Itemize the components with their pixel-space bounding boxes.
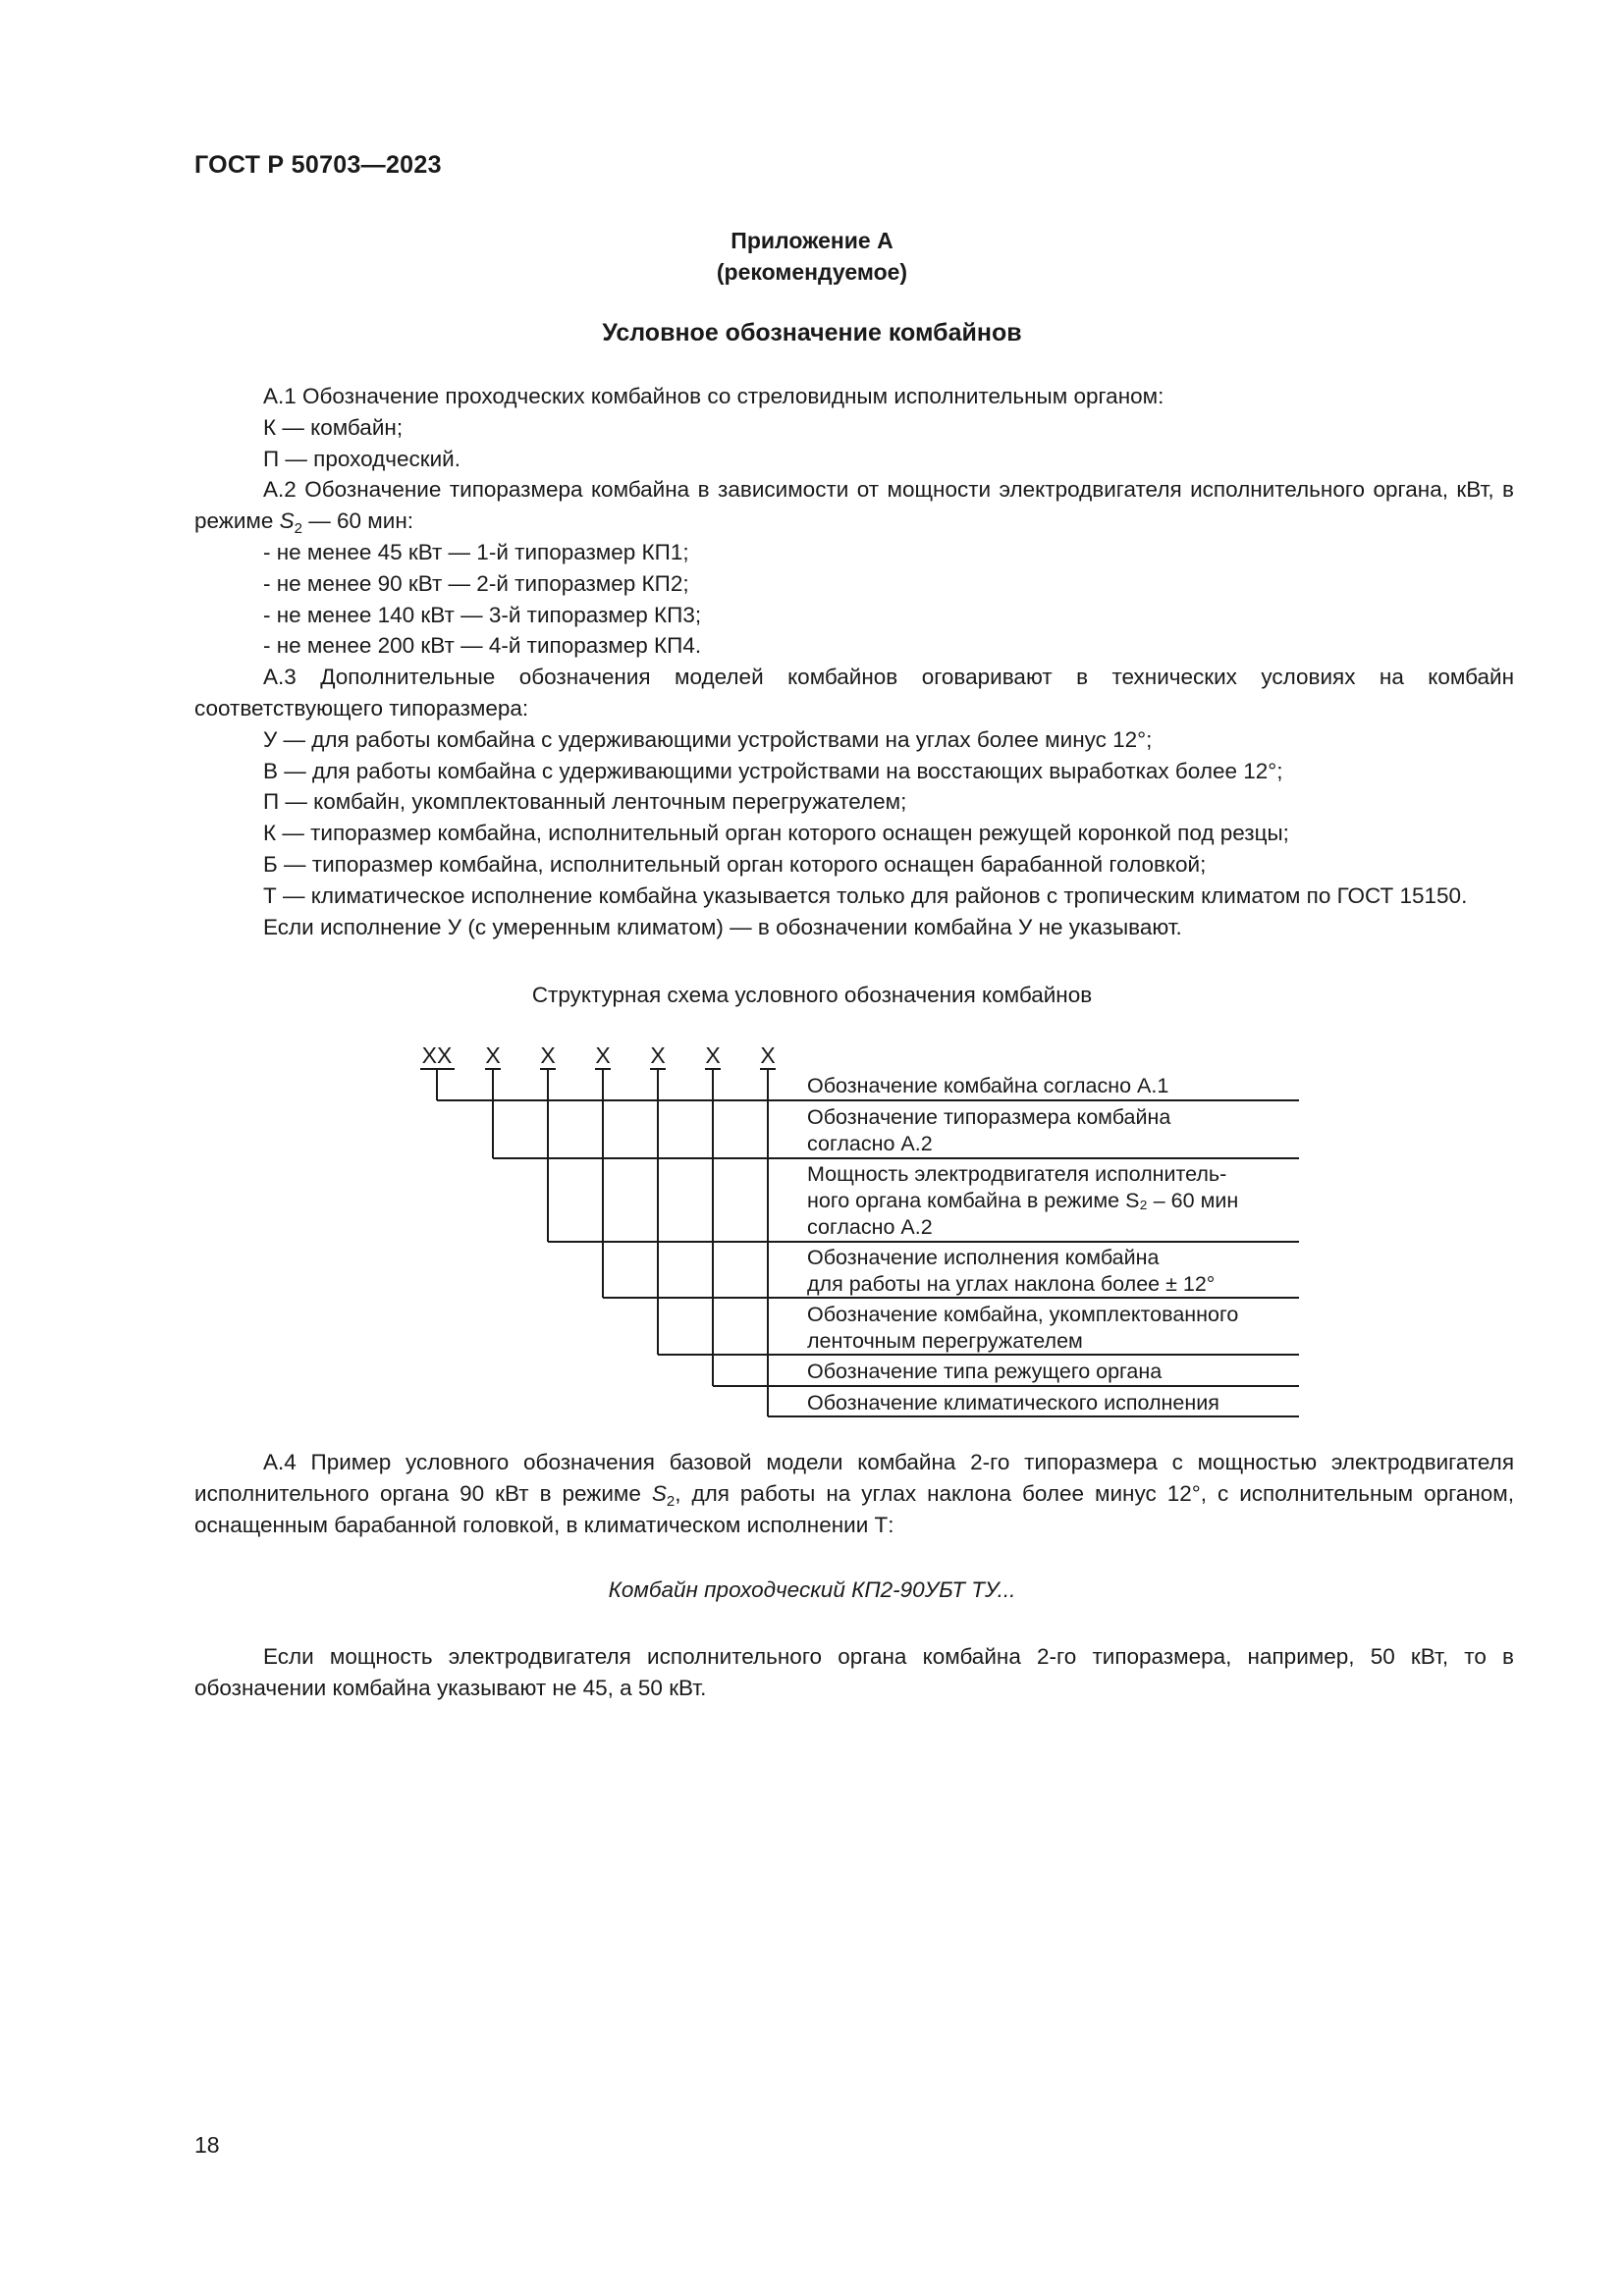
a3-note: Если исполнение У (с умеренным климатом) — в обозначении комбайна У не указывают.	[263, 914, 1182, 939]
diagram-symbol: X	[650, 1042, 666, 1068]
a2-item: - не менее 140 кВт — 3-й типоразмер КП3;	[263, 602, 702, 627]
a2-item: - не менее 90 кВт — 2-й типоразмер КП2;	[263, 570, 689, 596]
a2-text-pre: А.2 Обозначение типоразмера комбайна в зависимости от мощности электродвигателя исполнительного органа, кВт, в режиме	[194, 477, 1514, 534]
a2-item: - не менее 200 кВт — 4-й типоразмер КП4.	[263, 633, 702, 659]
diagram-symbol: X	[705, 1042, 721, 1068]
diagram-label: Обозначение комбайна согласно А.1	[807, 1074, 1169, 1097]
diagram-label: Обозначение типа режущего органа	[807, 1360, 1163, 1383]
diagram-label: согласно А.2	[807, 1215, 933, 1239]
diagram-label: Обозначение комбайна, укомплектованного	[807, 1303, 1239, 1326]
a3-item: П — комбайн, укомплектованный ленточным перегружателем;	[263, 789, 907, 815]
diagram-symbol: X	[485, 1042, 501, 1068]
diagram-symbol: XX	[421, 1042, 453, 1068]
a4-text-pre: А.4 Пример условного обозначения базовой модели комбайна 2-го типоразмера с мощностью электродвигателя исполнительного органа 90 кВт в режиме	[194, 1450, 1514, 1506]
page-number: 18	[194, 2132, 220, 2158]
a2-subscript: 2	[294, 520, 302, 538]
a3-item: У — для работы комбайна с удерживающими устройствами на углах более минус 12°;	[263, 726, 1153, 752]
paragraph-final	[194, 1641, 1514, 1704]
diagram-symbol: X	[595, 1042, 611, 1068]
a2-symbol-s: S	[279, 508, 295, 534]
appendix-status: (рекомендуемое)	[716, 259, 908, 285]
a2-text-post: — 60 мин:	[302, 508, 413, 534]
a4-text-post: , для работы на углах наклона более минус 12°, с исполнительным органом, оснащенным барабанной головкой, в климатическом исполнении Т:	[194, 1480, 1514, 1537]
paragraph-a4	[194, 1447, 1514, 1540]
paragraph-a3: А.3 Дополнительные обозначения моделей комбайнов оговаривают в технических условиях на комбайн соответствующего типоразмера:	[194, 665, 1514, 721]
a3-item: К — типоразмер комбайна, исполнительный орган которого оснащен режущей коронкой под резцы;	[263, 821, 1289, 846]
final-text: Если мощность электродвигателя исполнительного органа комбайна 2-го типоразмера, например, 50 кВт, то в обозначении комбайна указывают не 45, а 50 кВт.	[194, 1644, 1514, 1700]
diagram-label: Мощность электродвигателя исполнитель-	[807, 1162, 1227, 1186]
document-header: ГОСТ Р 50703—2023	[194, 151, 442, 179]
paragraph-a1: А.1 Обозначение проходческих комбайнов со стреловидным исполнительным органом:	[263, 384, 1164, 408]
a1-item-k: К — комбайн;	[263, 414, 404, 440]
appendix-label: Приложение А	[731, 228, 893, 253]
a4-symbol-s: S	[651, 1480, 667, 1506]
diagram-symbol: X	[760, 1042, 776, 1068]
a4-subscript: 2	[666, 1492, 676, 1510]
diagram-label: Обозначение исполнения комбайна	[807, 1246, 1160, 1269]
a3-item: Б — типоразмер комбайна, исполнительный орган которого оснащен барабанной головкой;	[263, 851, 1207, 877]
diagram-label: Обозначение климатического исполнения	[807, 1391, 1219, 1415]
designation-example: Комбайн проходческий КП2-90УБТ ТУ...	[608, 1577, 1016, 1602]
a3-item: В — для работы комбайна с удерживающими устройствами на восстающих выработках более 12°;	[263, 758, 1283, 783]
diagram-label: ленточным перегружателем	[807, 1329, 1083, 1353]
a3-item: Т — климатическое исполнение комбайна указывается только для районов с тропическим климатом по ГОСТ 15150.	[263, 882, 1468, 908]
diagram-label: для работы на углах наклона более ± 12°	[807, 1272, 1216, 1296]
diagram-label: ного органа комбайна в режиме S₂ – 60 мин	[807, 1189, 1239, 1212]
a2-item: - не менее 45 кВт — 1-й типоразмер КП1;	[263, 539, 689, 564]
appendix-title: Условное обозначение комбайнов	[602, 319, 1022, 347]
diagram-symbol: X	[540, 1042, 556, 1068]
diagram-label: Обозначение типоразмера комбайна	[807, 1105, 1171, 1129]
diagram-label: согласно А.2	[807, 1132, 933, 1155]
diagram-caption: Структурная схема условного обозначения комбайнов	[531, 983, 1093, 1007]
a1-item-p: П — проходческий.	[263, 446, 460, 471]
